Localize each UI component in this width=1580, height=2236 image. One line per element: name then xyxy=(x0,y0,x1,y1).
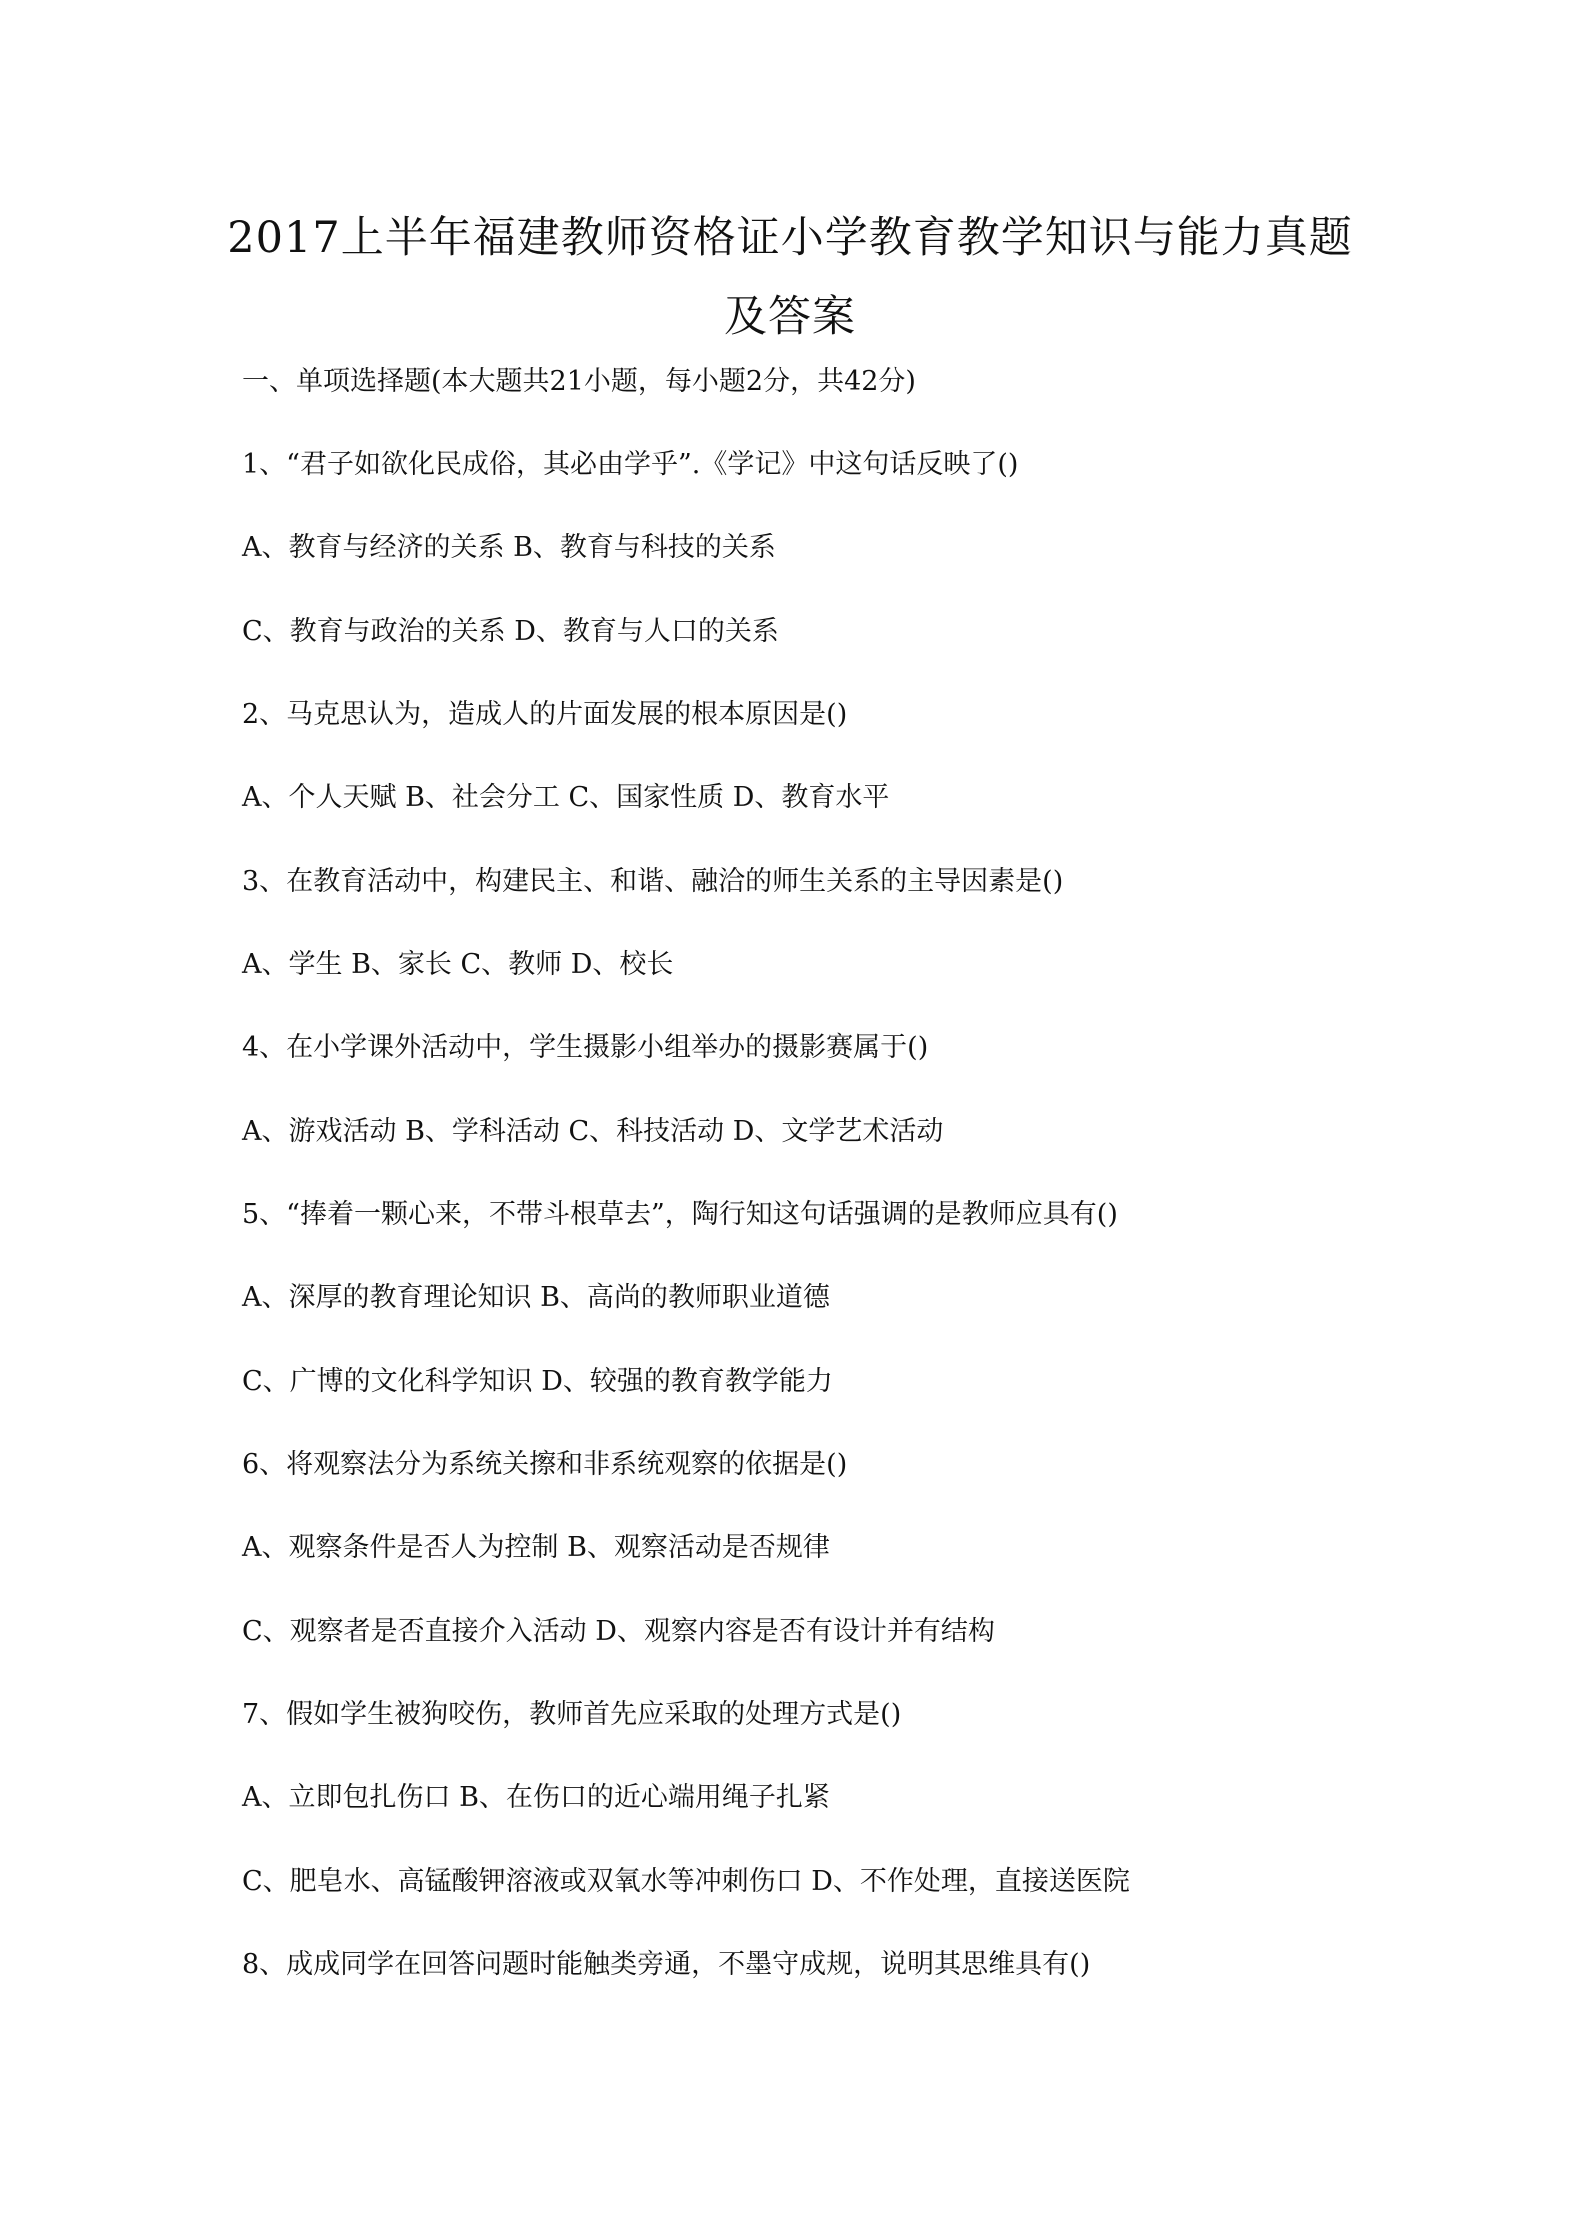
section-heading: 一、单项选择题(本大题共21小题，每小题2分，共42分) xyxy=(242,366,916,397)
document-title-line-2: 及答案 xyxy=(724,292,856,342)
question-1-options-ab: A、教育与经济的关系 B、教育与科技的关系 xyxy=(242,532,776,563)
question-5-options-cd: C、广博的文化科学知识 D、较强的教育教学能力 xyxy=(242,1366,833,1397)
question-1-options-cd: C、教育与政治的关系 D、教育与人口的关系 xyxy=(242,616,779,647)
question-7-options-ab: A、立即包扎伤口 B、在伤口的近心端用绳子扎紧 xyxy=(242,1782,830,1813)
question-2-options: A、个人天赋 B、社会分工 C、国家性质 D、教育水平 xyxy=(242,782,890,813)
question-1: 1、“君子如欲化民成俗，其必由学乎”.《学记》中这句话反映了() xyxy=(242,449,1019,480)
question-5-options-ab: A、深厚的教育理论知识 B、高尚的教师职业道德 xyxy=(242,1282,830,1313)
question-8: 8、成成同学在回答问题时能触类旁通，不墨守成规，说明其思维具有() xyxy=(242,1949,1091,1980)
question-7-options-cd: C、肥皂水、高锰酸钾溶液或双氧水等冲刺伤口 D、不作处理，直接送医院 xyxy=(242,1866,1130,1897)
question-6: 6、将观察法分为系统关擦和非系统观察的依据是() xyxy=(242,1449,848,1480)
question-3-options: A、学生 B、家长 C、教师 D、校长 xyxy=(242,949,674,980)
question-3: 3、在教育活动中，构建民主、和谐、融洽的师生关系的主导因素是() xyxy=(242,866,1064,897)
question-5: 5、“捧着一颗心来，不带斗根草去”，陶行知这句话强调的是教师应具有() xyxy=(242,1199,1118,1230)
question-4-options: A、游戏活动 B、学科活动 C、科技活动 D、文学艺术活动 xyxy=(242,1116,944,1147)
question-4: 4、在小学课外活动中，学生摄影小组举办的摄影赛属于() xyxy=(242,1032,929,1063)
question-6-options-ab: A、观察条件是否人为控制 B、观察活动是否规律 xyxy=(242,1532,830,1563)
question-7: 7、假如学生被狗咬伤，教师首先应采取的处理方式是() xyxy=(242,1699,902,1730)
question-2: 2、马克思认为，造成人的片面发展的根本原因是() xyxy=(242,699,848,730)
question-6-options-cd: C、观察者是否直接介入活动 D、观察内容是否有设计并有结构 xyxy=(242,1616,995,1647)
document-title-line-1: 2017上半年福建教师资格证小学教育教学知识与能力真题 xyxy=(227,213,1353,263)
